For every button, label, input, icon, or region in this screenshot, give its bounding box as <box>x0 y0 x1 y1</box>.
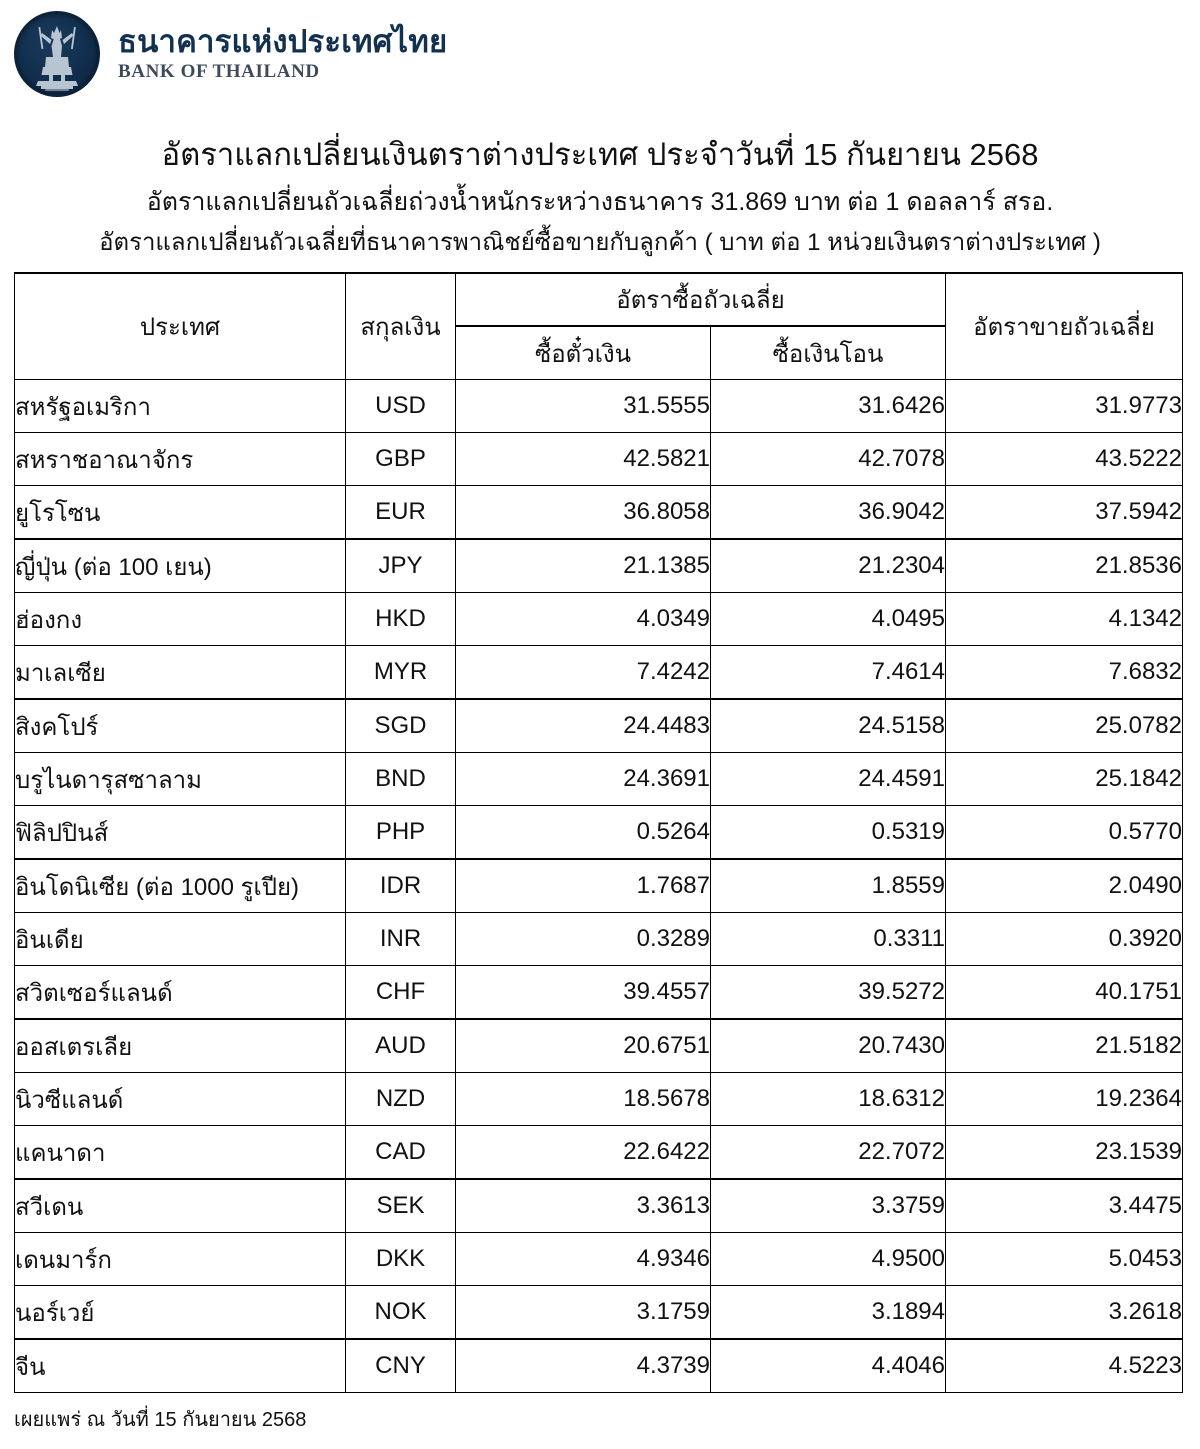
cell-currency-code: HKD <box>346 593 456 646</box>
cell-sell-rate: 3.4475 <box>946 1179 1183 1233</box>
table-row <box>15 486 1183 540</box>
cell-buy-bill-rate: 24.4483 <box>456 699 711 753</box>
cell-sell-rate: 43.5222 <box>946 433 1183 486</box>
cell-buy-transfer-rate: 3.3759 <box>711 1179 946 1233</box>
cell-buy-transfer-rate: 22.7072 <box>711 1126 946 1180</box>
column-header-buy-bill: ซื้อตั๋วเงิน <box>456 326 711 380</box>
cell-sell-rate: 0.5770 <box>946 806 1183 860</box>
cell-sell-rate: 19.2364 <box>946 1073 1183 1126</box>
cell-sell-rate: 4.5223 <box>946 1339 1183 1393</box>
cell-currency-code: NOK <box>346 1286 456 1340</box>
cell-buy-bill-rate: 3.1759 <box>456 1286 711 1340</box>
table-body <box>15 380 1183 1393</box>
cell-country: ยูโรโซน <box>15 486 346 540</box>
cell-buy-bill-rate: 42.5821 <box>456 433 711 486</box>
cell-country: จีน <box>15 1339 346 1393</box>
table-row <box>15 1339 1183 1393</box>
cell-buy-bill-rate: 4.3739 <box>456 1339 711 1393</box>
cell-buy-bill-rate: 22.6422 <box>456 1126 711 1180</box>
cell-buy-transfer-rate: 31.6426 <box>711 380 946 433</box>
cell-sell-rate: 7.6832 <box>946 646 1183 700</box>
commercial-bank-rate-subtitle: อัตราแลกเปลี่ยนถัวเฉลี่ยที่ธนาคารพาณิชย์ซื้อขายกับลูกค้า ( บาท ต่อ 1 หน่วยเงินตราต่างประเทศ ) <box>99 229 1101 256</box>
cell-buy-transfer-rate: 39.5272 <box>711 966 946 1020</box>
cell-buy-transfer-rate: 1.8559 <box>711 859 946 913</box>
bank-of-thailand-seal-icon <box>14 11 100 97</box>
cell-currency-code: MYR <box>346 646 456 700</box>
cell-buy-transfer-rate: 21.2304 <box>711 539 946 593</box>
cell-country: บรูไนดารุสซาลาม <box>15 753 346 806</box>
cell-currency-code: BND <box>346 753 456 806</box>
cell-country: ฟิลิปปินส์ <box>15 806 346 860</box>
cell-buy-bill-rate: 3.3613 <box>456 1179 711 1233</box>
table-row <box>15 859 1183 913</box>
cell-currency-code: SEK <box>346 1179 456 1233</box>
cell-sell-rate: 5.0453 <box>946 1233 1183 1286</box>
column-header-country: ประเทศ <box>15 273 346 380</box>
cell-country: อินโดนิเซีย (ต่อ 1000 รูเปีย) <box>15 859 346 913</box>
cell-currency-code: JPY <box>346 539 456 593</box>
cell-country: ฮ่องกง <box>15 593 346 646</box>
cell-buy-transfer-rate: 4.9500 <box>711 1233 946 1286</box>
table-row <box>15 1019 1183 1073</box>
cell-currency-code: SGD <box>346 699 456 753</box>
cell-currency-code: IDR <box>346 859 456 913</box>
table-row <box>15 913 1183 966</box>
page-title: อัตราแลกเปลี่ยนเงินตราต่างประเทศ ประจำวันที่ 15 กันยายน 2568 <box>161 137 1039 172</box>
cell-country: มาเลเซีย <box>15 646 346 700</box>
cell-sell-rate: 25.0782 <box>946 699 1183 753</box>
cell-currency-code: PHP <box>346 806 456 860</box>
cell-currency-code: DKK <box>346 1233 456 1286</box>
table-row <box>15 593 1183 646</box>
brand-name-thai: ธนาคารแห่งประเทศไทย <box>118 23 448 59</box>
cell-country: แคนาดา <box>15 1126 346 1180</box>
column-header-buy-transfer: ซื้อเงินโอน <box>711 326 946 380</box>
cell-buy-bill-rate: 4.0349 <box>456 593 711 646</box>
cell-sell-rate: 2.0490 <box>946 859 1183 913</box>
cell-buy-transfer-rate: 0.5319 <box>711 806 946 860</box>
title-block <box>0 136 1200 258</box>
cell-sell-rate: 4.1342 <box>946 593 1183 646</box>
cell-currency-code: INR <box>346 913 456 966</box>
cell-buy-transfer-rate: 4.0495 <box>711 593 946 646</box>
cell-country: ออสเตรเลีย <box>15 1019 346 1073</box>
table-row <box>15 966 1183 1020</box>
brand-name-english: BANK OF THAILAND <box>118 61 320 83</box>
table-row <box>15 433 1183 486</box>
cell-buy-bill-rate: 24.3691 <box>456 753 711 806</box>
cell-country: ญี่ปุ่น (ต่อ 100 เยน) <box>15 539 346 593</box>
cell-buy-transfer-rate: 36.9042 <box>711 486 946 540</box>
cell-buy-bill-rate: 0.3289 <box>456 913 711 966</box>
column-header-currency: สกุลเงิน <box>346 273 456 380</box>
cell-country: สหรัฐอเมริกา <box>15 380 346 433</box>
cell-currency-code: CAD <box>346 1126 456 1180</box>
cell-sell-rate: 21.8536 <box>946 539 1183 593</box>
cell-buy-transfer-rate: 42.7078 <box>711 433 946 486</box>
cell-sell-rate: 25.1842 <box>946 753 1183 806</box>
cell-buy-transfer-rate: 7.4614 <box>711 646 946 700</box>
cell-buy-transfer-rate: 4.4046 <box>711 1339 946 1393</box>
cell-sell-rate: 3.2618 <box>946 1286 1183 1340</box>
table-row <box>15 646 1183 700</box>
table-row <box>15 1126 1183 1180</box>
table-row <box>15 539 1183 593</box>
cell-sell-rate: 0.3920 <box>946 913 1183 966</box>
cell-buy-bill-rate: 39.4557 <box>456 966 711 1020</box>
table-row <box>15 1073 1183 1126</box>
cell-buy-bill-rate: 0.5264 <box>456 806 711 860</box>
exchange-rate-table-container <box>0 272 1200 1393</box>
cell-sell-rate: 31.9773 <box>946 380 1183 433</box>
column-header-buy-group: อัตราซื้อถัวเฉลี่ย <box>456 273 946 326</box>
cell-buy-transfer-rate: 0.3311 <box>711 913 946 966</box>
table-row <box>15 1233 1183 1286</box>
cell-buy-bill-rate: 36.8058 <box>456 486 711 540</box>
cell-buy-transfer-rate: 18.6312 <box>711 1073 946 1126</box>
table-row <box>15 806 1183 860</box>
cell-currency-code: EUR <box>346 486 456 540</box>
cell-sell-rate: 21.5182 <box>946 1019 1183 1073</box>
cell-currency-code: CHF <box>346 966 456 1020</box>
cell-buy-bill-rate: 20.6751 <box>456 1019 711 1073</box>
cell-currency-code: GBP <box>346 433 456 486</box>
cell-sell-rate: 23.1539 <box>946 1126 1183 1180</box>
cell-buy-transfer-rate: 24.5158 <box>711 699 946 753</box>
cell-sell-rate: 40.1751 <box>946 966 1183 1020</box>
cell-country: นิวซีแลนด์ <box>15 1073 346 1126</box>
cell-country: สิงคโปร์ <box>15 699 346 753</box>
cell-buy-bill-rate: 31.5555 <box>456 380 711 433</box>
exchange-rate-table <box>14 272 1183 1393</box>
cell-buy-bill-rate: 1.7687 <box>456 859 711 913</box>
cell-buy-bill-rate: 21.1385 <box>456 539 711 593</box>
table-row <box>15 1286 1183 1340</box>
cell-buy-bill-rate: 7.4242 <box>456 646 711 700</box>
cell-country: สหราชอาณาจักร <box>15 433 346 486</box>
cell-country: เดนมาร์ก <box>15 1233 346 1286</box>
cell-buy-transfer-rate: 3.1894 <box>711 1286 946 1340</box>
cell-country: อินเดีย <box>15 913 346 966</box>
table-header <box>15 273 1183 380</box>
cell-buy-bill-rate: 18.5678 <box>456 1073 711 1126</box>
cell-country: สวิตเซอร์แลนด์ <box>15 966 346 1020</box>
cell-currency-code: USD <box>346 380 456 433</box>
brand-text <box>118 23 448 83</box>
cell-sell-rate: 37.5942 <box>946 486 1183 540</box>
cell-currency-code: NZD <box>346 1073 456 1126</box>
cell-buy-transfer-rate: 24.4591 <box>711 753 946 806</box>
cell-buy-transfer-rate: 20.7430 <box>711 1019 946 1073</box>
table-row <box>15 380 1183 433</box>
cell-country: นอร์เวย์ <box>15 1286 346 1340</box>
cell-buy-bill-rate: 4.9346 <box>456 1233 711 1286</box>
column-header-sell-rate: อัตราขายถัวเฉลี่ย <box>946 273 1183 380</box>
table-row <box>15 699 1183 753</box>
published-date-note: เผยแพร่ ณ วันที่ 15 กันยายน 2568 <box>14 1409 307 1431</box>
table-row <box>15 753 1183 806</box>
page-header <box>0 0 1200 96</box>
cell-country: สวีเดน <box>15 1179 346 1233</box>
cell-currency-code: AUD <box>346 1019 456 1073</box>
cell-currency-code: CNY <box>346 1339 456 1393</box>
interbank-rate-subtitle: อัตราแลกเปลี่ยนถัวเฉลี่ยถ่วงน้ำหนักระหว่างธนาคาร 31.869 บาท ต่อ 1 ดอลลาร์ สรอ. <box>146 187 1054 216</box>
table-row <box>15 1179 1183 1233</box>
